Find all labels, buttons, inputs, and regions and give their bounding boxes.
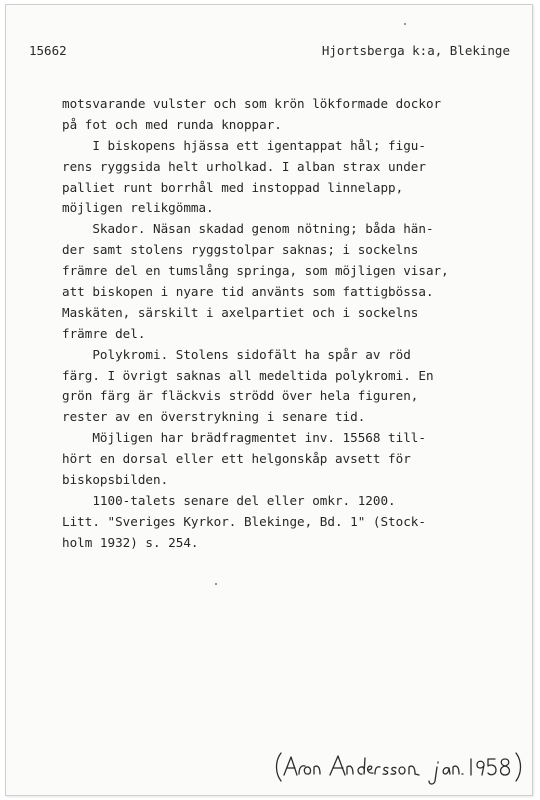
text-line: hört en dorsal eller ett helgonskåp avsett för [62, 451, 411, 467]
text-line: Polykromi. Stolens sidofält ha spår av röd [62, 346, 411, 362]
card-header [6, 43, 532, 65]
text-line: Möjligen har brädfragmentet inv. 15568 till- [62, 430, 426, 446]
handwritten-signature [272, 747, 532, 787]
text-line: främre del en tumslång springa, som möjligen visar, [62, 263, 449, 279]
text-line: Maskäten, särskilt i axelpartiet och i sockelns [62, 304, 419, 320]
ink-speck [404, 23, 406, 25]
text-line: att biskopen i nyare tid använts som fattigbössa. [62, 284, 434, 300]
text-line: 1100-talets senare del eller omkr. 1200. [62, 492, 396, 508]
text-line: Litt. "Sveriges Kyrkor. Blekinge, Bd. 1" (Stock- [62, 513, 426, 529]
text-line: biskopsbilden. [62, 472, 169, 488]
signature-drawing [272, 747, 532, 787]
text-line: I biskopens hjässa ett igentappat hål; figu- [62, 137, 426, 153]
catalog-card [5, 4, 533, 796]
text-line: Skador. Näsan skadad genom nötning; båda hän- [62, 221, 434, 237]
text-line: färg. I övrigt saknas all medeltida polykromi. En [62, 367, 434, 383]
text-line: möjligen relikgömma. [62, 200, 214, 216]
text-line: palliet runt borrhål med instoppad linnelapp, [62, 179, 404, 195]
text-line: motsvarande vulster och som krön lökformade dockor [62, 96, 442, 111]
catalog-number: 15662 [29, 43, 67, 58]
text-line: främre del. [62, 325, 146, 341]
text-line: grön färg är fläckvis strödd över hela figuren, [62, 388, 419, 404]
text-line: på fot och med runda knoppar. [62, 116, 282, 132]
text-line: rens ryggsida helt urholkad. I alban strax under [62, 158, 426, 174]
text-line: der samt stolens ryggstolpar saknas; i sockelns [62, 242, 419, 258]
location-heading: Hjortsberga k:a, Blekinge [321, 43, 510, 58]
ink-speck [215, 583, 217, 585]
text-line: rester av en överstrykning i senare tid. [62, 409, 366, 425]
description-text [62, 94, 512, 554]
text-line: holm 1932) s. 254. [62, 534, 199, 550]
